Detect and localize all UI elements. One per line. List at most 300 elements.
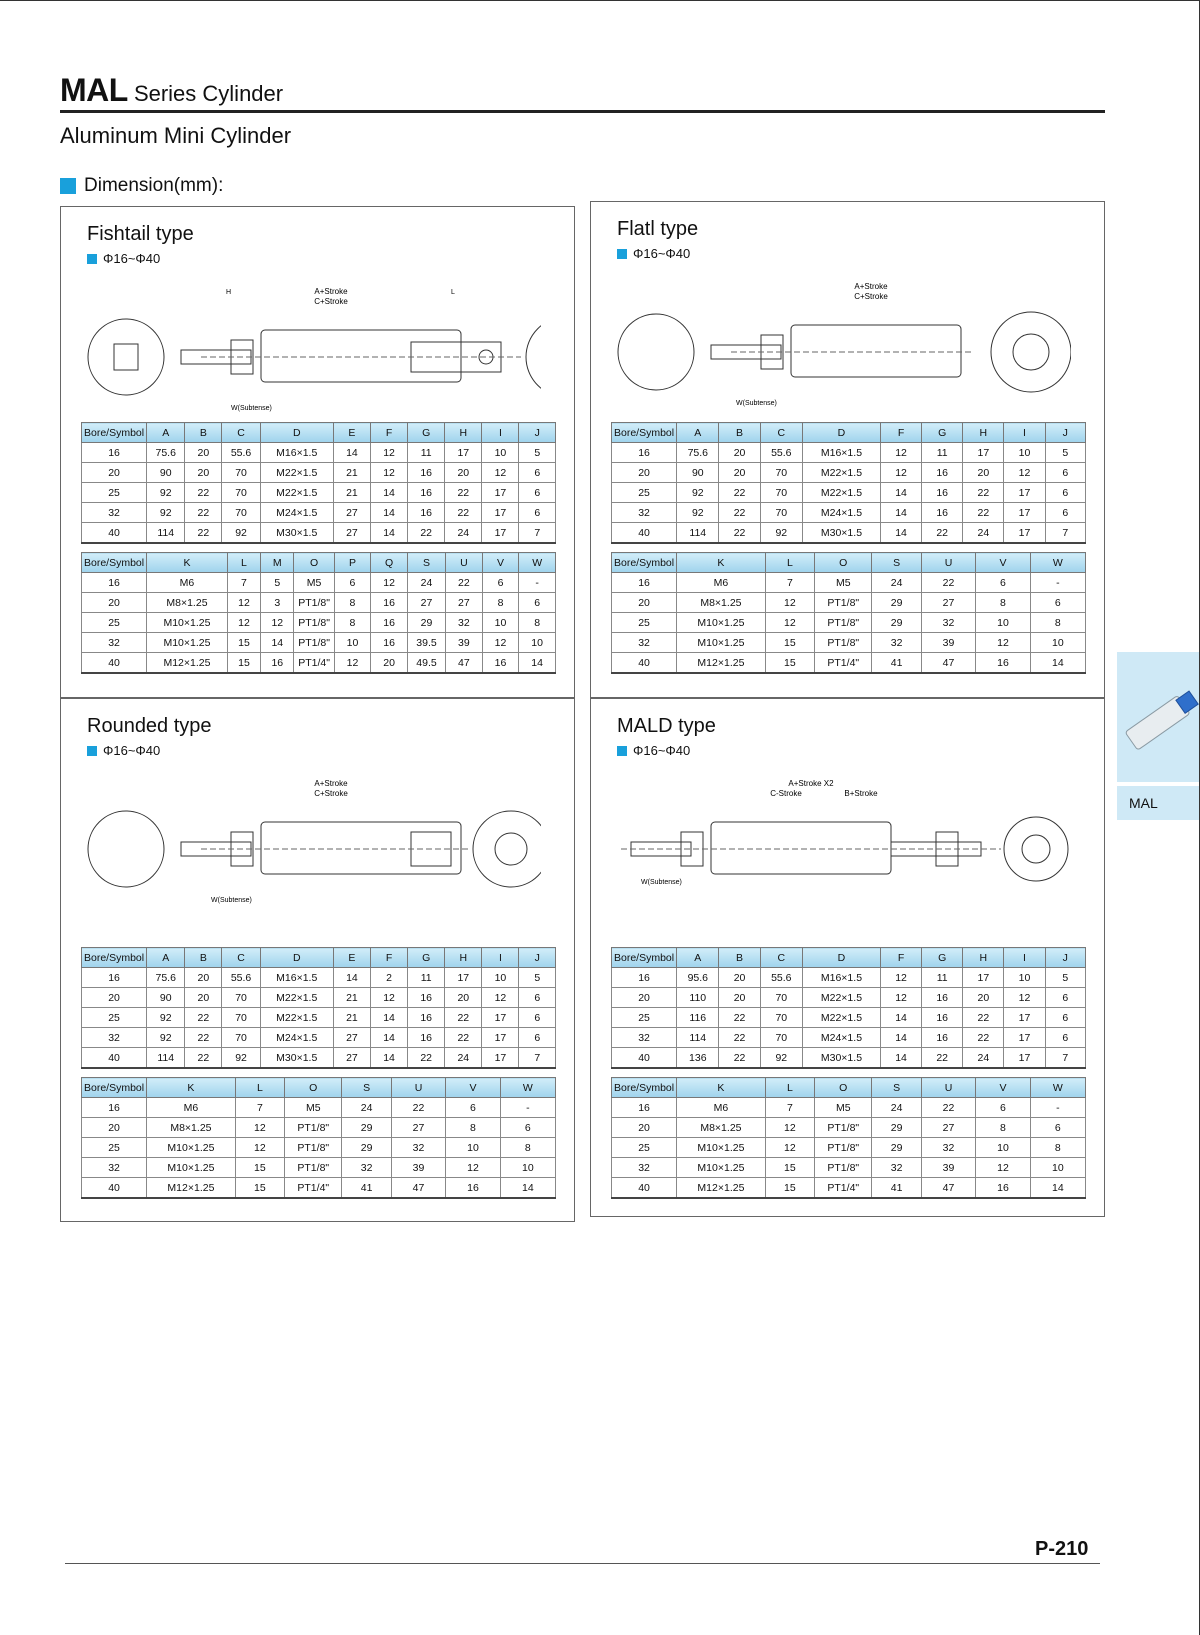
table-cell: 22 xyxy=(185,1028,222,1048)
table-row xyxy=(82,593,556,613)
table-cell: 70 xyxy=(222,988,260,1008)
table-cell: 7 xyxy=(1045,523,1085,544)
table-cell: 17 xyxy=(482,1048,519,1069)
panel-range xyxy=(87,743,160,758)
column-header: W xyxy=(1030,1078,1085,1098)
table-cell: 24 xyxy=(872,573,921,593)
table-cell: 14 xyxy=(370,503,407,523)
table-cell: 12 xyxy=(976,1158,1030,1178)
table-cell: 12 xyxy=(370,463,407,483)
table-cell: 22 xyxy=(408,523,445,544)
section-bullet-icon xyxy=(60,178,76,194)
table-cell: M5 xyxy=(815,573,872,593)
table-cell: 32 xyxy=(82,1028,147,1048)
table-cell: 16 xyxy=(82,1098,147,1118)
table-cell: 92 xyxy=(760,1048,802,1069)
table-cell: 5 xyxy=(261,573,294,593)
table-cell: 15 xyxy=(765,1158,814,1178)
range-bullet-icon xyxy=(87,746,97,756)
table-cell: M24×1.5 xyxy=(260,1028,333,1048)
page-subtitle: Aluminum Mini Cylinder xyxy=(60,123,292,148)
table-row xyxy=(612,968,1086,988)
table-cell: M24×1.5 xyxy=(802,503,880,523)
table-cell: 70 xyxy=(222,1028,260,1048)
table-cell: 20 xyxy=(719,463,760,483)
table-cell: PT1/8" xyxy=(815,633,872,653)
table-header-row xyxy=(612,948,1086,968)
table-cell: 22 xyxy=(719,1008,760,1028)
table-cell: 92 xyxy=(147,1028,185,1048)
table-cell: 29 xyxy=(872,1138,921,1158)
panel-rounded xyxy=(60,698,575,1222)
table-row xyxy=(612,573,1086,593)
table-cell: 14 xyxy=(1030,653,1085,674)
table-cell: 12 xyxy=(765,613,814,633)
table-cell: 49.5 xyxy=(407,653,445,674)
column-header: U xyxy=(921,553,975,573)
cylinder-body xyxy=(261,330,461,382)
column-header: D xyxy=(802,423,880,443)
table-cell: 17 xyxy=(1004,523,1045,544)
table-row xyxy=(82,1028,556,1048)
table-cell: 12 xyxy=(880,988,921,1008)
side-tab-label[interactable]: MAL xyxy=(1117,786,1199,820)
table-cell: M10×1.25 xyxy=(147,1158,236,1178)
table-cell: 20 xyxy=(963,988,1004,1008)
table-cell: M10×1.25 xyxy=(677,1138,766,1158)
table-cell: 20 xyxy=(612,463,677,483)
table-cell: 10 xyxy=(482,443,519,463)
column-header: L xyxy=(765,553,814,573)
table-cell: 116 xyxy=(677,1008,719,1028)
table-row xyxy=(82,483,556,503)
table-cell: 7 xyxy=(765,573,814,593)
column-header: Bore/Symbol xyxy=(612,423,677,443)
table-cell: 70 xyxy=(760,988,802,1008)
table-cell: M12×1.25 xyxy=(677,1178,766,1199)
table-cell: 6 xyxy=(334,573,371,593)
table-cell: 32 xyxy=(612,633,677,653)
table-cell: PT1/8" xyxy=(815,1138,872,1158)
table-cell: M5 xyxy=(815,1098,872,1118)
table-cell: 40 xyxy=(612,1048,677,1069)
table-cell: 14 xyxy=(880,1048,921,1069)
dim-label-b: B+Stroke xyxy=(844,789,878,798)
table-cell: 6 xyxy=(519,988,556,1008)
column-header: A xyxy=(677,423,719,443)
table-cell: 16 xyxy=(261,653,294,674)
table-cell: 20 xyxy=(185,443,222,463)
column-header: E xyxy=(333,948,370,968)
column-header: G xyxy=(922,423,963,443)
table-cell: 92 xyxy=(147,503,185,523)
table-cell: 8 xyxy=(519,613,556,633)
table-cell: 20 xyxy=(82,1118,147,1138)
table-cell: 5 xyxy=(1045,443,1085,463)
column-header: J xyxy=(519,948,556,968)
table-cell: M12×1.25 xyxy=(677,653,766,674)
table-cell: 22 xyxy=(719,523,760,544)
table-row xyxy=(612,1138,1086,1158)
table-cell: 22 xyxy=(445,483,482,503)
table-cell: 14 xyxy=(333,443,370,463)
table-cell: 12 xyxy=(227,593,260,613)
table-cell: 16 xyxy=(371,613,408,633)
table-cell: 24 xyxy=(963,1048,1004,1069)
dim-label-w: W(Subtense) xyxy=(231,405,272,412)
table-cell: 20 xyxy=(82,463,147,483)
table-cell: 6 xyxy=(1045,988,1085,1008)
column-header: L xyxy=(227,553,260,573)
dim-label-c: C+Stroke xyxy=(314,789,348,798)
table-cell: 20 xyxy=(185,968,222,988)
column-header: C xyxy=(760,423,802,443)
table-cell: 70 xyxy=(760,1008,802,1028)
table-cell: M16×1.5 xyxy=(802,443,880,463)
table-cell: 6 xyxy=(519,503,556,523)
table-cell: M5 xyxy=(294,573,334,593)
table-cell: 8 xyxy=(446,1118,500,1138)
table-row xyxy=(612,1028,1086,1048)
end-view-inner xyxy=(1022,835,1050,863)
rod-end-circle xyxy=(88,811,164,887)
column-header: K xyxy=(677,553,766,573)
table-cell: 21 xyxy=(333,988,370,1008)
table-row xyxy=(82,633,556,653)
table-cell: 17 xyxy=(482,483,519,503)
column-header: L xyxy=(235,1078,284,1098)
flat-drawing xyxy=(611,277,1071,417)
table-cell: - xyxy=(519,573,556,593)
column-header: V xyxy=(976,553,1030,573)
table-row xyxy=(82,1048,556,1069)
table-cell: 39 xyxy=(921,633,975,653)
table-cell: 40 xyxy=(82,523,147,544)
table-cell: 6 xyxy=(519,483,556,503)
table-cell: M8×1.25 xyxy=(147,1118,236,1138)
table-cell: 12 xyxy=(334,653,371,674)
rounded-table-1 xyxy=(81,947,556,1069)
table-cell: 95.6 xyxy=(677,968,719,988)
mald-table-2 xyxy=(611,1077,1086,1199)
table-cell: 12 xyxy=(976,633,1030,653)
table-cell: 6 xyxy=(1030,1118,1085,1138)
table-row xyxy=(612,1158,1086,1178)
table-cell: 22 xyxy=(445,503,482,523)
table-cell: 6 xyxy=(976,573,1030,593)
table-row xyxy=(82,1118,556,1138)
table-cell: M5 xyxy=(285,1098,342,1118)
panel-title: Flatl type xyxy=(617,218,699,240)
table-cell: M22×1.5 xyxy=(260,1008,333,1028)
table-cell: PT1/8" xyxy=(285,1158,342,1178)
table-cell: 20 xyxy=(371,653,408,674)
column-header: C xyxy=(222,948,260,968)
column-header: S xyxy=(872,1078,921,1098)
table-cell: 12 xyxy=(880,463,921,483)
table-cell: 40 xyxy=(612,523,677,544)
table-cell: 14 xyxy=(880,483,921,503)
table-cell: 10 xyxy=(519,633,556,653)
column-header: G xyxy=(408,948,445,968)
table-cell: 15 xyxy=(235,1178,284,1199)
table-row xyxy=(612,1098,1086,1118)
table-cell: 40 xyxy=(82,653,147,674)
table-cell: 20 xyxy=(719,443,760,463)
table-cell: 20 xyxy=(445,988,482,1008)
table-cell: 8 xyxy=(1030,613,1085,633)
column-header: J xyxy=(1045,948,1085,968)
column-header: B xyxy=(185,423,222,443)
table-cell: 10 xyxy=(446,1138,500,1158)
table-row xyxy=(612,633,1086,653)
column-header: B xyxy=(719,423,760,443)
flat-table-1 xyxy=(611,422,1086,544)
table-cell: 21 xyxy=(333,1008,370,1028)
table-cell: 70 xyxy=(760,483,802,503)
table-cell: 55.6 xyxy=(222,968,260,988)
table-cell: 25 xyxy=(82,613,147,633)
table-cell: 27 xyxy=(391,1118,445,1138)
table-cell: 29 xyxy=(342,1118,391,1138)
table-cell: PT1/4" xyxy=(815,1178,872,1199)
column-header: Bore/Symbol xyxy=(82,948,147,968)
table-cell: 114 xyxy=(677,523,719,544)
mald-table-1-body xyxy=(612,948,1086,1069)
column-header: S xyxy=(342,1078,391,1098)
table-cell: 27 xyxy=(446,593,483,613)
table-cell: 114 xyxy=(147,1048,185,1069)
table-cell: 110 xyxy=(677,988,719,1008)
table-cell: M8×1.25 xyxy=(677,593,766,613)
table-cell: 12 xyxy=(446,1158,500,1178)
table-cell: 7 xyxy=(519,523,556,544)
table-cell: 8 xyxy=(334,593,371,613)
column-header: I xyxy=(482,423,519,443)
table-cell: 29 xyxy=(872,613,921,633)
table-cell: 22 xyxy=(963,1028,1004,1048)
table-cell: 16 xyxy=(408,503,445,523)
column-header: Bore/Symbol xyxy=(82,423,147,443)
dim-label-w: W(Subtense) xyxy=(641,879,682,886)
page-title xyxy=(60,72,283,109)
footer-rule xyxy=(65,1563,1100,1564)
table-cell: 25 xyxy=(612,613,677,633)
table-cell: 7 xyxy=(765,1098,814,1118)
column-header: S xyxy=(407,553,445,573)
table-cell: 17 xyxy=(1004,483,1045,503)
table-cell: 6 xyxy=(519,1028,556,1048)
table-cell: M12×1.25 xyxy=(147,1178,236,1199)
table-cell: - xyxy=(1030,1098,1085,1118)
table-cell: 11 xyxy=(922,968,963,988)
table-cell: 12 xyxy=(765,1138,814,1158)
table-cell: 22 xyxy=(445,1008,482,1028)
table-cell: 17 xyxy=(1004,1008,1045,1028)
column-header: K xyxy=(677,1078,766,1098)
table-cell: 114 xyxy=(677,1028,719,1048)
table-cell: 12 xyxy=(1004,988,1045,1008)
panel-range-text: Φ16~Φ40 xyxy=(103,743,161,758)
table-cell: 6 xyxy=(519,593,556,613)
table-cell: 5 xyxy=(519,443,556,463)
dim-label-c: C-Stroke xyxy=(770,789,802,798)
column-header: C xyxy=(222,423,260,443)
table-row xyxy=(82,653,556,674)
cylinder-thumbnail-icon xyxy=(1117,652,1199,782)
panel-fishtail xyxy=(60,206,575,698)
table-cell: 25 xyxy=(612,1138,677,1158)
table-cell: 16 xyxy=(446,1178,500,1199)
table-cell: 32 xyxy=(612,503,677,523)
table-cell: M16×1.5 xyxy=(260,443,333,463)
table-header-row xyxy=(612,1078,1086,1098)
table-cell: 40 xyxy=(82,1178,147,1199)
table-cell: PT1/4" xyxy=(815,653,872,674)
table-cell: PT1/8" xyxy=(285,1138,342,1158)
column-header: W xyxy=(1030,553,1085,573)
column-header: V xyxy=(446,1078,500,1098)
dim-label-l: L xyxy=(451,289,455,296)
table-cell: 21 xyxy=(333,483,370,503)
table-row xyxy=(82,1098,556,1118)
column-header: Bore/Symbol xyxy=(82,1078,147,1098)
table-cell: 40 xyxy=(612,653,677,674)
column-header: I xyxy=(1004,423,1045,443)
table-cell: 6 xyxy=(1045,463,1085,483)
table-cell: 22 xyxy=(922,1048,963,1069)
fishtail-table-1-body xyxy=(82,423,556,544)
table-cell: 22 xyxy=(921,573,975,593)
column-header: A xyxy=(147,948,185,968)
table-cell: 16 xyxy=(82,968,147,988)
table-cell: 16 xyxy=(82,573,147,593)
table-row xyxy=(82,1138,556,1158)
table-cell: 5 xyxy=(519,968,556,988)
cylinder-body xyxy=(791,325,961,377)
column-header: Bore/Symbol xyxy=(82,553,147,573)
table-cell: 75.6 xyxy=(147,968,185,988)
column-header: I xyxy=(1004,948,1045,968)
column-header: P xyxy=(334,553,371,573)
table-cell: 14 xyxy=(370,483,407,503)
table-cell: - xyxy=(1030,573,1085,593)
column-header: W xyxy=(519,553,556,573)
table-cell: 92 xyxy=(222,1048,260,1069)
table-cell: M16×1.5 xyxy=(802,968,880,988)
table-cell: 15 xyxy=(227,633,260,653)
section-heading-text: Dimension(mm): xyxy=(84,175,224,196)
column-header: D xyxy=(802,948,880,968)
table-cell: 20 xyxy=(445,463,482,483)
rod-end-square xyxy=(114,344,138,370)
table-cell: 12 xyxy=(482,633,519,653)
table-cell: 22 xyxy=(963,503,1004,523)
table-cell: 16 xyxy=(408,1028,445,1048)
table-cell: M24×1.5 xyxy=(802,1028,880,1048)
table-row xyxy=(612,653,1086,674)
table-header-row xyxy=(82,1078,556,1098)
table-cell: 20 xyxy=(82,593,147,613)
table-cell: 22 xyxy=(408,1048,445,1069)
table-cell: 75.6 xyxy=(147,443,185,463)
table-cell: 16 xyxy=(922,463,963,483)
fishtail-drawing xyxy=(81,282,541,422)
flat-table-2 xyxy=(611,552,1086,674)
table-cell: 25 xyxy=(612,483,677,503)
column-header: U xyxy=(391,1078,445,1098)
table-cell: M10×1.25 xyxy=(677,633,766,653)
table-cell: 22 xyxy=(963,483,1004,503)
range-bullet-icon xyxy=(617,746,627,756)
table-cell: 10 xyxy=(334,633,371,653)
table-cell: 6 xyxy=(446,1098,500,1118)
table-cell: M30×1.5 xyxy=(802,1048,880,1069)
table-header-row xyxy=(82,948,556,968)
table-cell: 92 xyxy=(147,483,185,503)
table-cell: 22 xyxy=(719,1048,760,1069)
table-cell: 16 xyxy=(922,483,963,503)
column-header: M xyxy=(261,553,294,573)
column-header: V xyxy=(482,553,519,573)
table-cell: M22×1.5 xyxy=(260,483,333,503)
table-cell: M6 xyxy=(677,573,766,593)
end-view-outer xyxy=(526,317,541,397)
column-header: D xyxy=(260,948,333,968)
column-header: W xyxy=(500,1078,555,1098)
table-cell: 17 xyxy=(482,1008,519,1028)
table-cell: 7 xyxy=(227,573,260,593)
column-header: F xyxy=(370,423,407,443)
table-cell: 16 xyxy=(371,593,408,613)
table-cell: 25 xyxy=(612,1008,677,1028)
column-header: G xyxy=(408,423,445,443)
table-cell: 6 xyxy=(1045,1008,1085,1028)
table-cell: 32 xyxy=(612,1158,677,1178)
table-cell: M8×1.25 xyxy=(677,1118,766,1138)
table-cell: 6 xyxy=(976,1098,1030,1118)
flat-table-2-body xyxy=(612,553,1086,674)
table-cell: 15 xyxy=(235,1158,284,1178)
table-cell: PT1/8" xyxy=(815,1158,872,1178)
table-cell: 16 xyxy=(922,988,963,1008)
table-cell: 12 xyxy=(765,1118,814,1138)
table-cell: 10 xyxy=(482,968,519,988)
table-cell: 14 xyxy=(880,1028,921,1048)
table-cell: 41 xyxy=(872,1178,921,1199)
table-cell: 24 xyxy=(445,523,482,544)
table-cell: 16 xyxy=(976,653,1030,674)
table-header-row xyxy=(612,423,1086,443)
table-cell: 70 xyxy=(760,1028,802,1048)
table-cell: 17 xyxy=(445,968,482,988)
rounded-table-2 xyxy=(81,1077,556,1199)
dim-label-w: W(Subtense) xyxy=(736,400,777,407)
table-row xyxy=(82,443,556,463)
column-header: O xyxy=(815,553,872,573)
table-cell: 22 xyxy=(719,503,760,523)
table-cell: M12×1.25 xyxy=(147,653,228,674)
rod-end-circle xyxy=(618,314,694,390)
table-cell: 92 xyxy=(760,523,802,544)
table-row xyxy=(82,613,556,633)
table-cell: M22×1.5 xyxy=(802,483,880,503)
table-cell: M30×1.5 xyxy=(260,1048,333,1069)
column-header: K xyxy=(147,1078,236,1098)
table-cell: 8 xyxy=(334,613,371,633)
table-row xyxy=(82,523,556,544)
table-cell: 22 xyxy=(719,483,760,503)
